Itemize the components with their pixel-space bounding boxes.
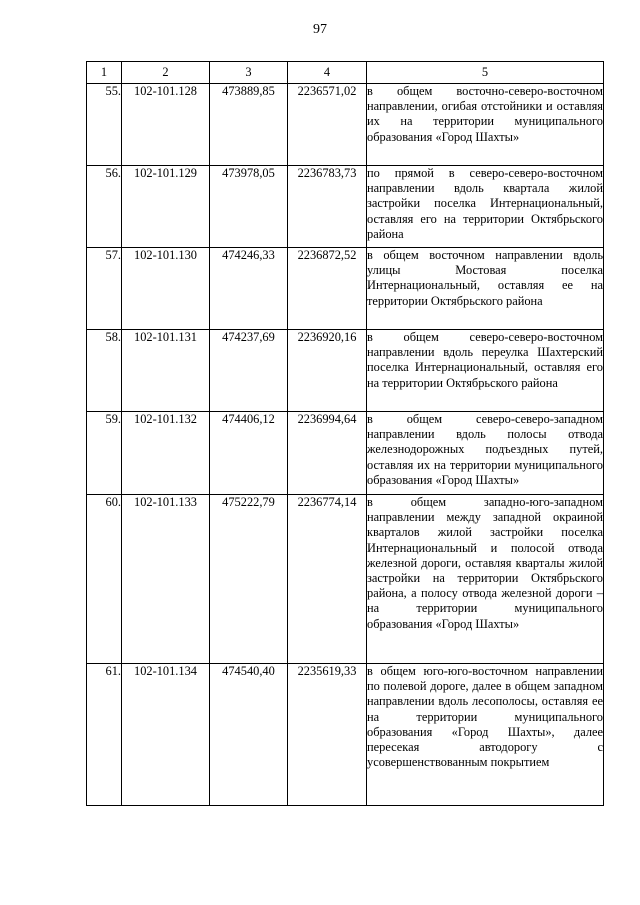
point-id: 102-101.128 — [122, 84, 210, 166]
table-row — [87, 330, 604, 412]
header-col-5: 5 — [367, 62, 604, 84]
table-header-row — [87, 62, 604, 84]
page-number: 97 — [313, 22, 327, 37]
row-number: 58. — [87, 330, 122, 412]
header-col-3: 3 — [210, 62, 288, 84]
coordinate-x: 473978,05 — [210, 166, 288, 248]
coordinate-x: 473889,85 — [210, 84, 288, 166]
row-number: 57. — [87, 248, 122, 330]
point-id: 102-101.131 — [122, 330, 210, 412]
coordinate-y: 2236994,64 — [288, 412, 367, 495]
coordinate-y: 2236774,14 — [288, 495, 367, 664]
route-description: в общем северо-северо-западном направлении вдоль полосы отвода железнодорожных подъездных путей, оставляя их на территории муниципального образования «Город Шахты» — [367, 412, 604, 495]
route-description: в общем северо-северо-восточном направлении вдоль переулка Шахтерский поселка Интернациональный, оставляя его на территории Октябрьского района — [367, 330, 604, 412]
table-row — [87, 166, 604, 248]
coordinate-y: 2236920,16 — [288, 330, 367, 412]
route-description: в общем восточном направлении вдоль улицы Мостовая поселка Интернациональный, оставляя ее на территории Октябрьского района — [367, 248, 604, 330]
coordinate-y: 2236571,02 — [288, 84, 367, 166]
table-row — [87, 412, 604, 495]
header-col-4: 4 — [288, 62, 367, 84]
boundary-points-table — [86, 61, 604, 806]
route-description: по прямой в северо-северо-восточном направлении вдоль квартала жилой застройки поселка Интернациональный, оставляя его на территории Октябрьского района — [367, 166, 604, 248]
row-number: 59. — [87, 412, 122, 495]
point-id: 102-101.130 — [122, 248, 210, 330]
row-number: 55. — [87, 84, 122, 166]
table-row — [87, 495, 604, 664]
coordinate-y: 2235619,33 — [288, 664, 367, 806]
header-col-2: 2 — [122, 62, 210, 84]
table-row — [87, 664, 604, 806]
point-id: 102-101.129 — [122, 166, 210, 248]
coordinate-x: 474237,69 — [210, 330, 288, 412]
table-row — [87, 84, 604, 166]
row-number: 56. — [87, 166, 122, 248]
route-description: в общем восточно-северо-восточном направлении, огибая отстойники и оставляя их на территории муниципального образования «Город Шахты» — [367, 84, 604, 166]
route-description: в общем западно-юго-западном направлении между западной окраиной кварталов жилой застройки поселка Интернациональный и полосой отвода железной дороги, оставляя кварталы жилой застройки на территории Октябрьского района, а полосу отвода железной дороги – на территории муниципального образования «Город Шахты» — [367, 495, 604, 664]
point-id: 102-101.134 — [122, 664, 210, 806]
coordinate-y: 2236783,73 — [288, 166, 367, 248]
table-row — [87, 248, 604, 330]
coordinate-x: 474246,33 — [210, 248, 288, 330]
route-description: в общем юго-юго-восточном направлении по полевой дороге, далее в общем западном направлении вдоль лесополосы, оставляя ее на территории муниципального образования «Город Шахты», далее пересекая автодорогу с усовершенствованным покрытием — [367, 664, 604, 806]
coordinate-y: 2236872,52 — [288, 248, 367, 330]
point-id: 102-101.133 — [122, 495, 210, 664]
row-number: 61. — [87, 664, 122, 806]
coordinate-x: 474406,12 — [210, 412, 288, 495]
coordinate-x: 474540,40 — [210, 664, 288, 806]
header-col-1: 1 — [87, 62, 122, 84]
point-id: 102-101.132 — [122, 412, 210, 495]
row-number: 60. — [87, 495, 122, 664]
coordinate-x: 475222,79 — [210, 495, 288, 664]
